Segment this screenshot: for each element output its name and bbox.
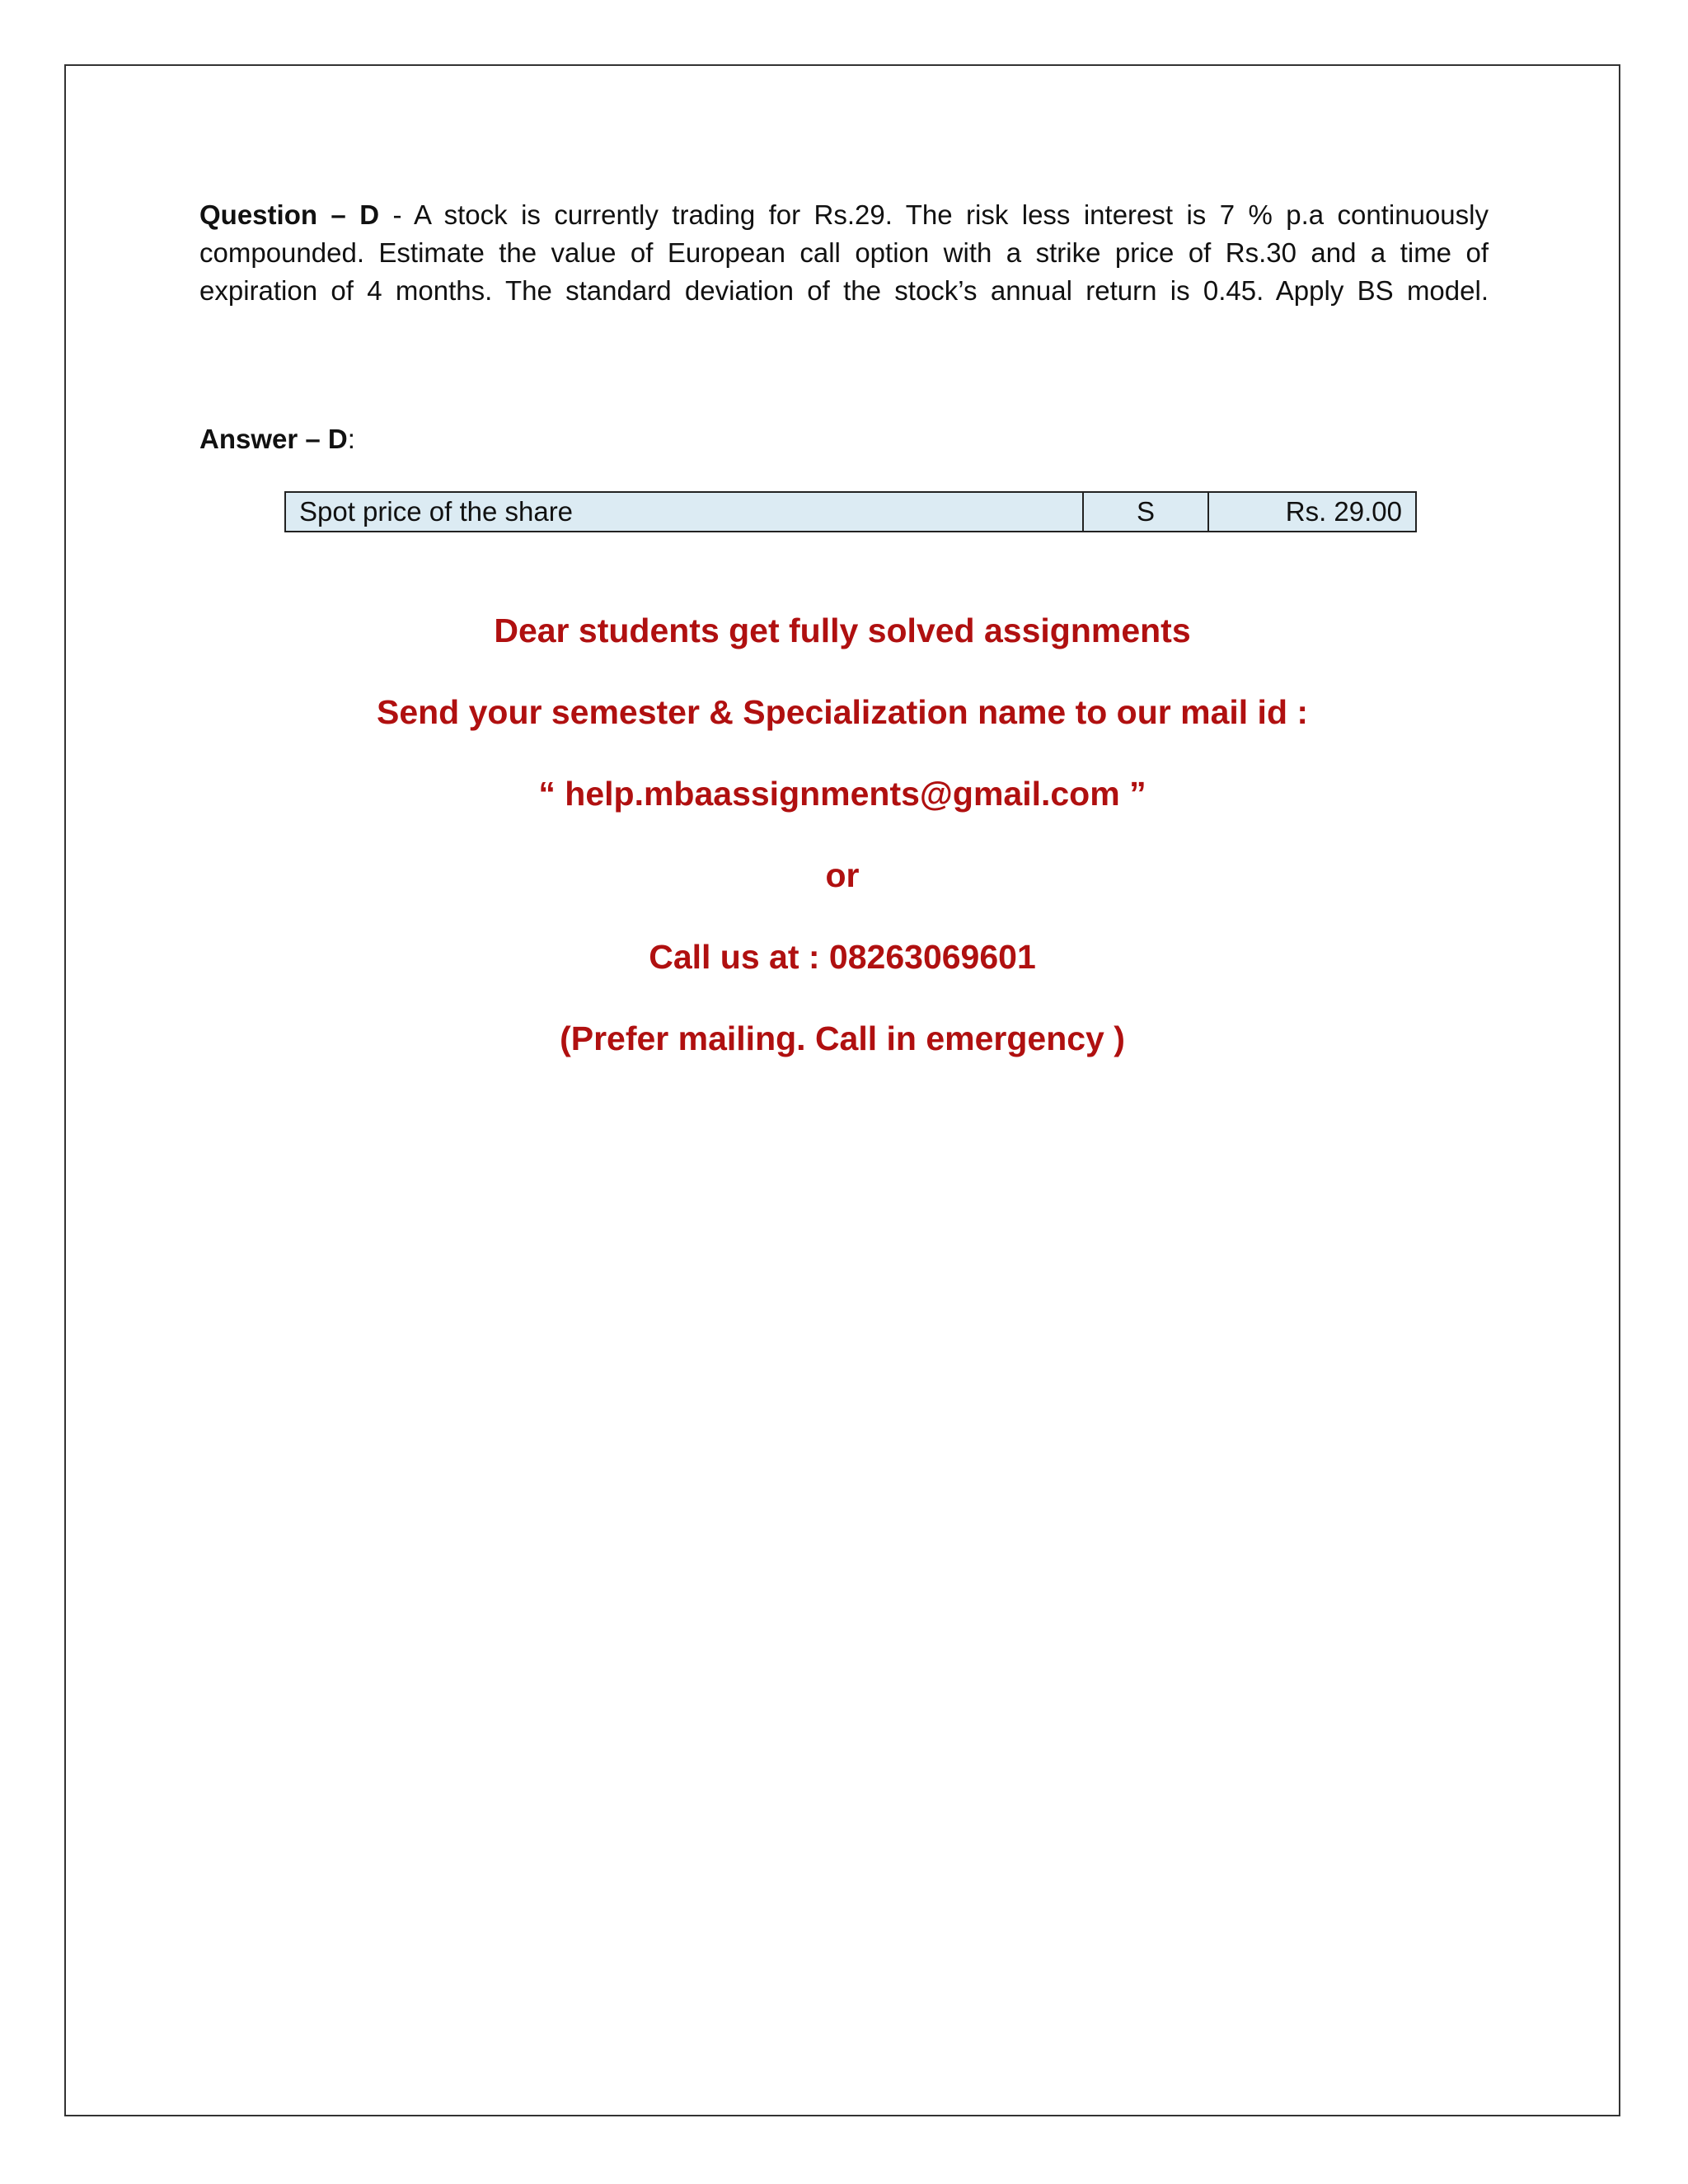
promo-line-offer: Dear students get fully solved assignments: [494, 612, 1191, 649]
question-label: Question – D: [199, 199, 380, 230]
promo-line-phone: Call us at : 08263069601: [649, 938, 1036, 976]
promo-line-or: or: [825, 856, 860, 894]
promo-block: [64, 602, 1620, 1091]
question-text: - A stock is currently trading for Rs.29. The risk less interest is 7 % p.a continuously compounded. Estimate the value of European call option with a strike price of Rs.30 and a time of expiration of 4 months. The standard deviation of the stock’s annual return is 0.45. Apply BS model.: [199, 199, 1489, 306]
promo-line-email: “ help.mbaassignments@gmail.com ”: [538, 775, 1146, 813]
table-cell-description: Spot price of the share: [285, 492, 1083, 532]
answer-label: Answer – D: [199, 424, 348, 454]
promo-line-instructions: Send your semester & Specialization name to our mail id :: [376, 693, 1309, 731]
table-row: [285, 492, 1416, 532]
answer-table: [284, 491, 1417, 532]
promo-line-note: (Prefer mailing. Call in emergency ): [560, 1019, 1125, 1057]
question-paragraph: [199, 196, 1489, 310]
answer-heading: [199, 420, 355, 458]
answer-suffix: :: [347, 424, 355, 454]
table-cell-value: Rs. 29.00: [1208, 492, 1416, 532]
table-cell-symbol: S: [1083, 492, 1208, 532]
